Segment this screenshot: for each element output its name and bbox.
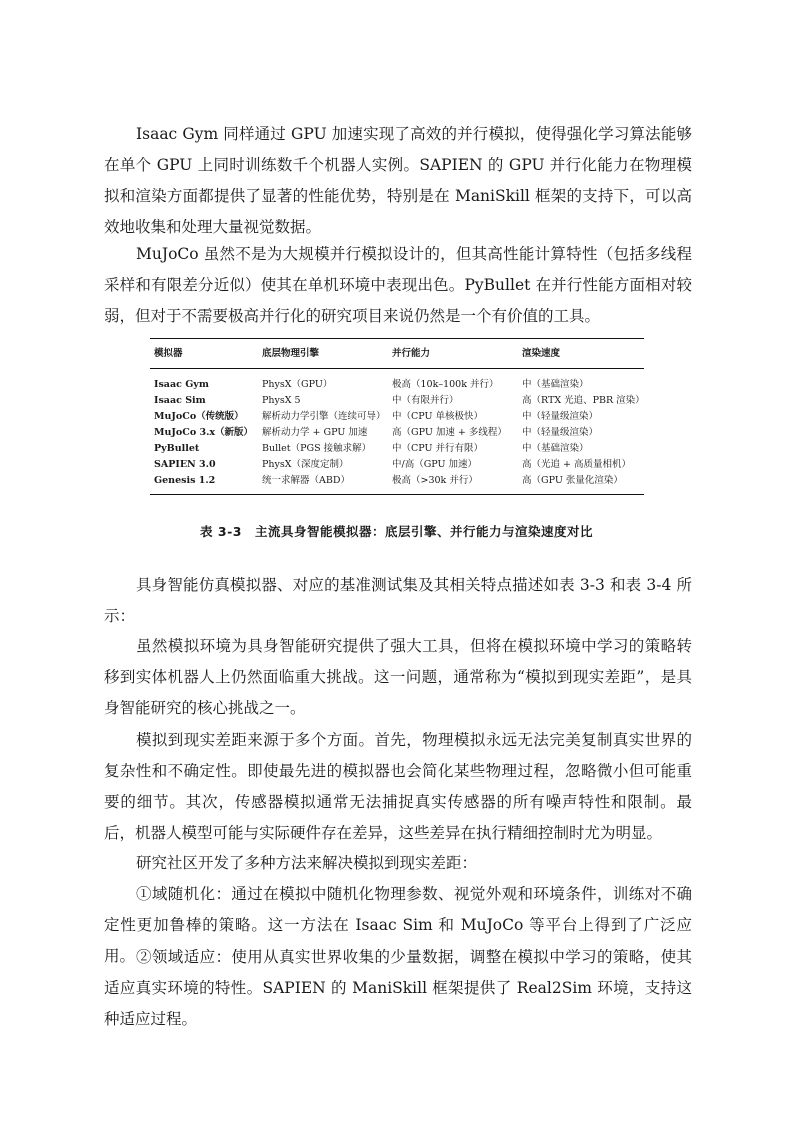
table-cell-simulator: MuJoCo（传统版） bbox=[154, 411, 244, 422]
table-row bbox=[150, 409, 644, 425]
table-cell-engine: PhysX（GPU） bbox=[262, 379, 333, 390]
simulator-comparison-table bbox=[150, 338, 644, 495]
table-cell-parallel: 极高（10k–100k 并行） bbox=[392, 379, 499, 390]
table-cell-parallel: 极高（>30k 并行） bbox=[392, 475, 478, 486]
paragraph-mujoco-pybullet: MuJoCo 虽然不是为大规模并行模拟设计的，但其高性能计算特性（包括多线程采样和有限差分近似）使其在单机环境中表现出色。PyBullet 在并行性能方面相对较弱，但对于不需要极高并行化的研究项目来说仍然是一个有价值的工具。 bbox=[104, 245, 692, 325]
paragraph-isaac-gym-sapien: Isaac Gym 同样通过 GPU 加速实现了高效的并行模拟，使得强化学习算法能够在单个 GPU 上同时训练数千个机器人实例。SAPIEN 的 GPU 并行化能力在物理模拟和渲染方面都提供了显著的性能优势，特别是在 ManiSkill 框架的支持下，可以高效地收集和处理大量视觉数据。 bbox=[104, 125, 692, 236]
table-cell-simulator: Isaac Sim bbox=[154, 395, 206, 406]
table-cell-simulator: PyBullet bbox=[154, 443, 200, 454]
table-cell-parallel: 高（GPU 加速 + 多线程） bbox=[392, 427, 507, 438]
paragraph-table-intro: 具身智能仿真模拟器、对应的基准测试集及其相关特点描述如表 3-3 和表 3-4 所示： bbox=[104, 576, 692, 625]
table-cell-parallel: 中（有限并行） bbox=[392, 395, 459, 406]
table-row bbox=[150, 441, 644, 457]
table-cell-simulator: Isaac Gym bbox=[154, 379, 209, 390]
table-row bbox=[150, 393, 644, 409]
table-header-row bbox=[150, 339, 644, 369]
table-cell-render: 中（基础渲染） bbox=[522, 379, 589, 390]
table-cell-simulator: Genesis 1.2 bbox=[154, 475, 216, 486]
table-cell-parallel: 中（CPU 单核极快） bbox=[392, 411, 484, 422]
table-cell-parallel: 中/高（GPU 加速） bbox=[392, 459, 478, 470]
paragraph-domain-randomization: ①域随机化：通过在模拟中随机化物理参数、视觉外观和环境条件，训练对不确定性更加鲁棒的策略。这一方法在 Isaac Sim 和 MuJoCo 等平台上得到了广泛应用。 bbox=[104, 885, 692, 965]
paragraph-sim2real-sources: 模拟到现实差距来源于多个方面。首先，物理模拟永远无法完美复制真实世界的复杂性和不确定性。即使最先进的模拟器也会简化某些物理过程，忽略微小但可能重要的细节。其次，传感器模拟通常无法捕捉真实传感器的所有噪声特性和限制。最后，机器人模型可能与实际硬件存在差异，这些差异在执行精细控制时尤为明显。 bbox=[104, 731, 692, 842]
table-header-cell: 模拟器 bbox=[150, 339, 258, 369]
table-row bbox=[150, 425, 644, 441]
table-row bbox=[150, 473, 644, 495]
table-cell-engine: PhysX 5 bbox=[262, 395, 301, 406]
table-cell-engine: 解析动力学 + GPU 加速 bbox=[262, 427, 368, 438]
table-row bbox=[150, 369, 644, 393]
table-cell-render: 中（基础渲染） bbox=[522, 443, 589, 454]
paragraph-domain-adaptation: ②领域适应：使用从真实世界收集的少量数据，调整在模拟中学习的策略，使其适应真实环境的特性。SAPIEN 的 ManiSkill 框架提供了 Real2Sim 环境，支持这种适应过程。 bbox=[104, 948, 692, 1028]
table-cell-parallel: 中（CPU 并行有限） bbox=[392, 443, 484, 454]
table-header-cell: 渲染速度 bbox=[518, 339, 644, 369]
table-cell-engine: 解析动力学引擎（连续可导） bbox=[262, 411, 386, 422]
table-cell-simulator: MuJoCo 3.x（新版） bbox=[154, 427, 254, 438]
table-cell-render: 高（光追 + 高质量相机） bbox=[522, 459, 631, 470]
paragraph-methods-intro: 研究社区开发了多种方法来解决模拟到现实差距： bbox=[136, 854, 478, 872]
table-cell-render: 中（轻量级渲染） bbox=[522, 411, 599, 422]
table-cell-render: 高（RTX 光追、PBR 渲染） bbox=[522, 395, 645, 406]
paragraph-sim2real-challenge: 虽然模拟环境为具身智能研究提供了强大工具，但将在模拟环境中学习的策略转移到实体机器人上仍然面临重大挑战。这一问题，通常称为“模拟到现实差距”，是具身智能研究的核心挑战之一。 bbox=[104, 637, 692, 717]
table-caption: 表 3-3 主流具身智能模拟器：底层引擎、并行能力与渲染速度对比 bbox=[200, 524, 593, 539]
table-cell-simulator: SAPIEN 3.0 bbox=[154, 459, 216, 470]
table-cell-engine: PhysX（深度定制） bbox=[262, 459, 349, 470]
table-header-cell: 并行能力 bbox=[388, 339, 518, 369]
table-cell-engine: Bullet（PGS 接触求解） bbox=[262, 443, 372, 454]
table-cell-engine: 统一求解器（ABD） bbox=[262, 475, 350, 486]
table-row bbox=[150, 457, 644, 473]
table-header-cell: 底层物理引擎 bbox=[258, 339, 388, 369]
table-cell-render: 高（GPU 张量化渲染） bbox=[522, 475, 623, 486]
table-cell-render: 中（轻量级渲染） bbox=[522, 427, 599, 438]
